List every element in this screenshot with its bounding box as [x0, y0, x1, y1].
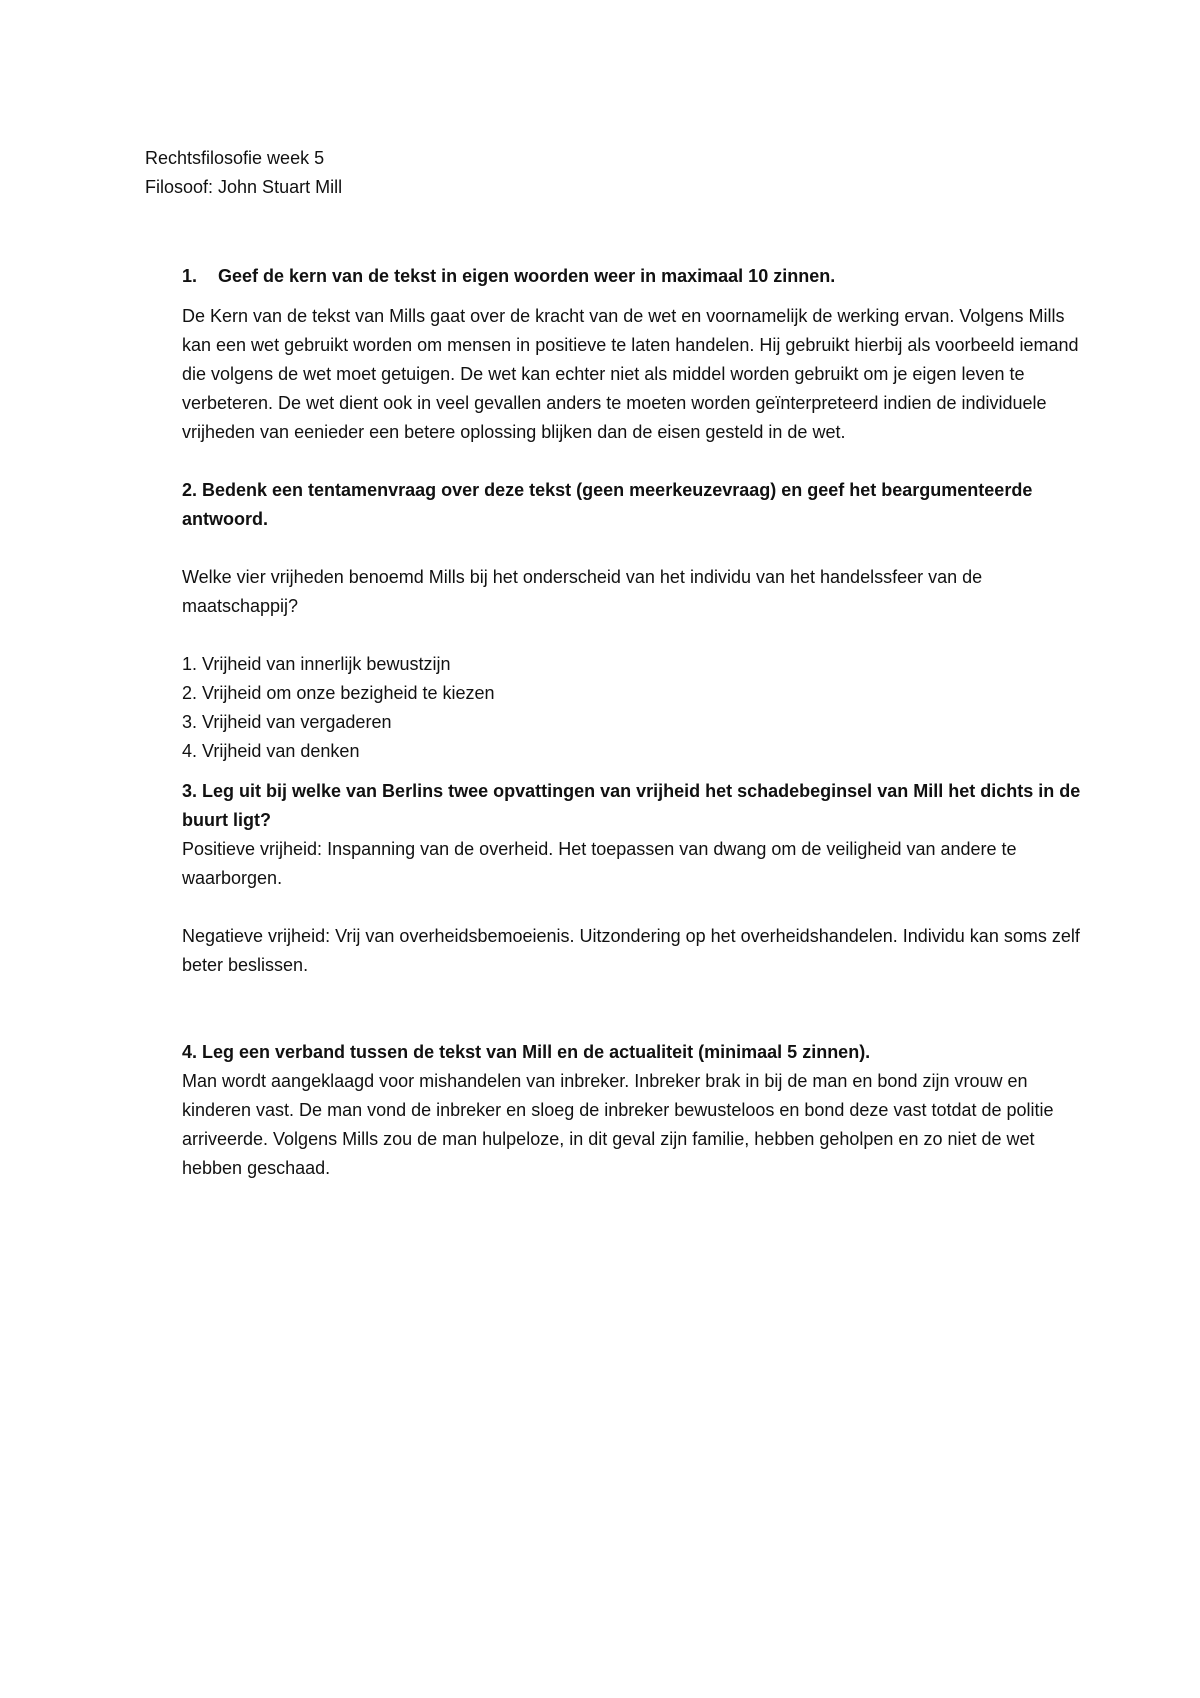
spacer — [182, 893, 1082, 922]
question-2-exam-question: Welke vier vrijheden benoemd Mills bij het onderscheid van het individu van het handelssfeer van de maatschappij? — [182, 567, 983, 616]
spacer — [182, 766, 1082, 777]
list-item: 2. Vrijheid om onze bezigheid te kiezen — [182, 683, 495, 703]
question-1-answer: De Kern van de tekst van Mills gaat over de kracht van de wet en voornamelijk de werking ervan. Volgens Mills kan een wet gebruikt worden om mensen in positieve te laten handelen. Hij gebruikt hierbij als voorbeeld iemand die volgens de wet moet getuigen. De wet kan echter niet als middel worden gebruikt om je eigen leven te verbeteren. De wet dient ook in veel gevallen anders te moeten worden geïnterpreteerd indien de individuele vrijheden van eenieder een betere oplossing blijken dan de eisen gesteld in de wet. — [182, 306, 1079, 442]
question-4-heading: 4. Leg een verband tussen de tekst van Mill en de actualiteit (minimaal 5 zinnen). — [182, 1042, 871, 1062]
list-item: 4. Vrijheid van denken — [182, 741, 360, 761]
document-title: Rechtsfilosofie week 5 — [145, 148, 325, 168]
question-4-answer: Man wordt aangeklaagd voor mishandelen van inbreker. Inbreker brak in bij de man en bond zijn vrouw en kinderen vast. De man vond de inbreker en sloeg de inbreker bewusteloos en bond deze vast totdat de politie arriveerde. Volgens Mills zou de man hulpeloze, in dit geval zijn familie, hebben geholpen en zo niet de wet hebben geschaad. — [182, 1071, 1054, 1178]
question-3-negative-freedom: Negatieve vrijheid: Vrij van overheidsbemoeienis. Uitzondering op het overheidshandelen. Individu kan soms zelf beter beslissen. — [182, 926, 1080, 975]
question-1-text: Geef de kern van de tekst in eigen woorden weer in maximaal 10 zinnen. — [218, 266, 836, 286]
spacer — [182, 447, 1082, 476]
list-item: 1. Vrijheid van innerlijk bewustzijn — [182, 654, 451, 674]
spacer — [182, 980, 1082, 1038]
document-subtitle: Filosoof: John Stuart Mill — [145, 177, 343, 197]
spacer — [182, 291, 1082, 302]
question-3-heading: 3. Leg uit bij welke van Berlins twee opvattingen van vrijheid het schadebeginsel van Mill het dichts in de buurt ligt? — [182, 781, 1081, 830]
question-3-positive-freedom: Positieve vrijheid: Inspanning van de overheid. Het toepassen van dwang om de veiligheid van andere te waarborgen. — [182, 839, 1017, 888]
question-2-heading: 2. Bedenk een tentamenvraag over deze tekst (geen meerkeuzevraag) en geef het beargumenteerde antwoord. — [182, 480, 1033, 529]
document-body — [182, 262, 1082, 1183]
list-item: 3. Vrijheid van vergaderen — [182, 712, 392, 732]
question-1-number: 1. — [182, 266, 198, 286]
spacer — [182, 534, 1082, 563]
question-1-heading — [182, 262, 1082, 291]
question-2-answer-list — [182, 650, 1082, 766]
spacer — [182, 621, 1082, 650]
